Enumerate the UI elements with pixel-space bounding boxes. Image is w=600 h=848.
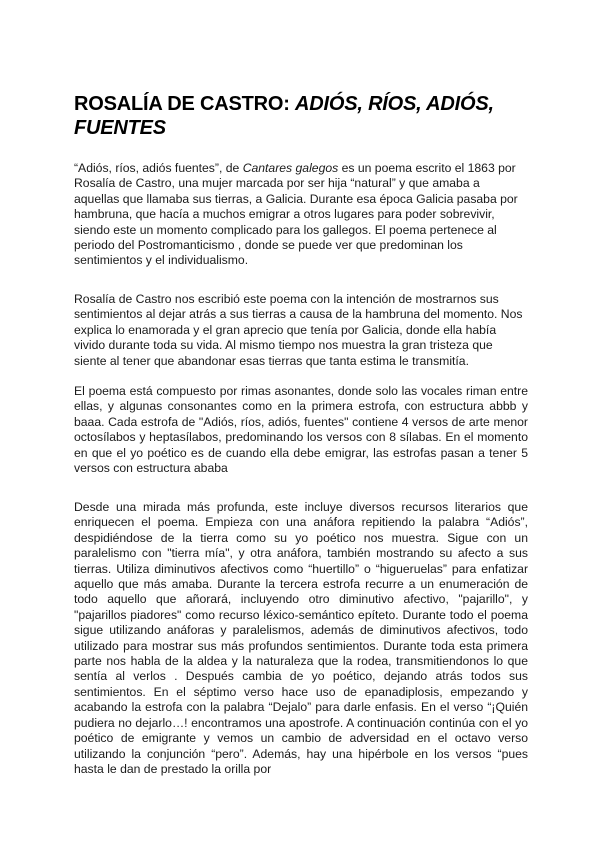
paragraph-1-post: es un poema escrito el 1863 por Rosalía de Castro, una mujer marcada por ser hija “natural” y que amaba a aquellas que llamaba sus tierras, a Galicia. Durante esa época Galicia pasaba por hambruna, que hacía a muchos emigrar a otros lugares para poder sobrevivir, siendo este un momento complicado para los gallegos. El poema pertenece al periodo del Postromanticismo , donde se puede ver que predominan los sentimientos y el individualismo. [74,161,518,268]
paragraph-1-book-title: Cantares galegos [242,161,339,175]
paragraph-structure: El poema está compuesto por rimas asonantes, donde solo las vocales riman entre ellas, y algunas consonantes como en la primera estrofa, con estructura abbb y baaa. Cada estrofa de "Adiós, ríos, adiós, fuentes" contiene 4 versos de arte menor octosílabos y heptasílabos, predominando los versos con 8 sílabas. En el momento en que el yo poético es de cuando ella debe emigrar, las estrofas pasan a tener 5 versos con estructura ababa [74,384,528,476]
paragraph-intention: Rosalía de Castro nos escribió este poema con la intención de mostrarnos sus sentimientos al dejar atrás a sus tierras a causa de la hambruna del momento. Nos explica lo enamorada y el gran aprecio que tenía por Galicia, donde ella había vivido durante toda su vida. Al mismo tiempo nos muestra la gran tristeza que siente al tener que abandonar esas tierras que tanta estima le transmitía. [74,292,523,368]
paragraph-introduction [74,161,528,269]
paragraph-1-pre: “Adiós, ríos, adiós fuentes”, de [74,161,243,175]
title-work: ADIÓS, RÍOS, ADIÓS, FUENTES [74,93,494,139]
paragraph-literary-devices: Desde una mirada más profunda, este incluye diversos recursos literarios que enriquecen el poema. Empieza con una anáfora repitiendo la palabra “Adiós”, despidiéndose de la tierra como su yo poético nos muestra. Sigue con un paralelismo con "tierra mía", y otra anáfora, también mostrando su afecto a sus tierras. Utiliza diminutivos afectivos como “huertillo” o “higueruelas” para enfatizar aquello que más amaba. Durante la tercera estrofa recurre a un enumeración de todo aquello que añorará, incluyendo otro diminutivo afectivo, "pajarillo", y "pajarillos piadores" como recurso léxico-semántico epíteto. Durante todo el poema sigue utilizando anáforas y paralelismos, además de diminutivos afectivos, todo utilizado para mostrar sus más profundos sentimientos. Durante toda esta primera parte nos habla de la aldea y la naturaleza que la rodea, transmitiendonos lo que sentía al verlos . Después cambia de yo poético, dejando atrás todos sus sentimientos. En el séptimo verso hace uso de epanadiplosis, empezando y acabando la estrofa con la palabra “Dejalo” para darle enfasis. En el verso “¡Quién pudiera no dejarlo…! encontramos una apostrofe. A continuación continúa con el yo poético de emigrante y vemos un cambio de adversidad en el octavo verso utilizando la conjunción “pero”. Además, hay una hipérbole en los versos “pues hasta le dan de prestado la orilla por [74,500,528,776]
title-author: ROSALÍA DE CASTRO: [74,93,296,115]
document-title [74,92,528,140]
